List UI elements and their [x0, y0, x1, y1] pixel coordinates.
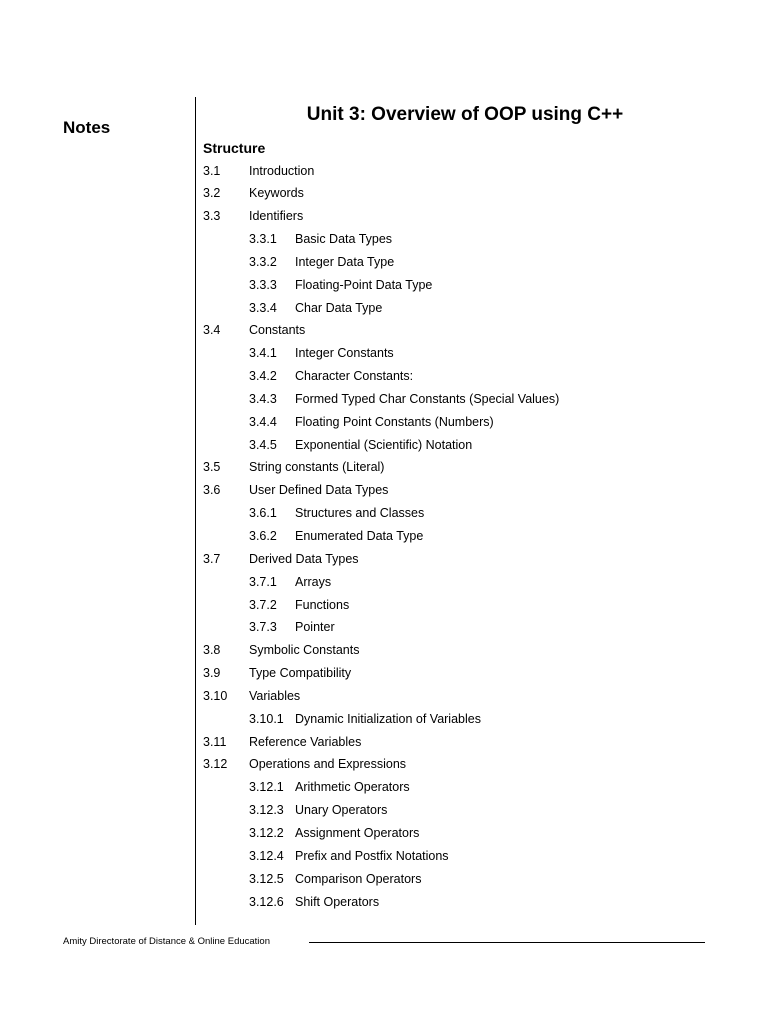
toc-number: 3.3.3: [249, 277, 277, 292]
toc-title: Integer Constants: [295, 346, 394, 361]
toc-number: 3.7.3: [249, 620, 277, 635]
margin-divider: [195, 97, 196, 925]
toc-title: Derived Data Types: [249, 551, 359, 566]
toc-title: Character Constants:: [295, 369, 414, 384]
toc-title: Dynamic Initialization of Variables: [295, 711, 481, 726]
toc-number: 3.4.3: [249, 391, 277, 406]
toc-number: 3.6.1: [249, 506, 277, 521]
toc-title: Floating Point Constants (Numbers): [295, 414, 494, 429]
toc-number: 3.1: [203, 163, 221, 178]
toc-number: 3.4.5: [249, 437, 277, 452]
toc-number: 3.6.2: [249, 529, 277, 543]
toc-number: 3.3.2: [249, 254, 277, 269]
toc-number: 3.12.2: [249, 825, 284, 840]
toc-number: 3.12.1: [249, 780, 284, 795]
notes-margin-label: Notes: [63, 118, 111, 137]
toc-title: Introduction: [249, 163, 315, 178]
toc-title: Exponential (Scientific) Notation: [295, 437, 473, 452]
toc-number: 3.7.2: [249, 597, 277, 612]
toc-title: Identifiers: [249, 209, 304, 224]
structure-heading: Structure: [203, 140, 266, 156]
toc-title: Char Data Type: [295, 300, 383, 315]
toc-title: Structures and Classes: [295, 506, 425, 521]
toc-number: 3.3: [203, 209, 221, 224]
toc-title: Arithmetic Operators: [295, 780, 410, 795]
toc-number: 3.4.4: [249, 414, 277, 429]
toc-number: 3.3.1: [249, 232, 277, 247]
toc-title: Floating-Point Data Type: [295, 277, 433, 292]
toc-title: Operations and Expressions: [249, 757, 407, 772]
unit-title: Unit 3: Overview of OOP using C++: [306, 104, 624, 125]
toc-title: Comparison Operators: [295, 871, 422, 886]
toc-number: 3.4.2: [249, 369, 277, 384]
toc-title: Keywords: [249, 186, 304, 201]
toc-number: 3.12.3: [249, 803, 284, 818]
toc-title: Variables: [249, 688, 301, 703]
toc-number: 3.9: [203, 666, 221, 681]
toc-number: 3.10.1: [249, 711, 284, 726]
toc-number: 3.5: [203, 460, 221, 475]
toc-title: Arrays: [295, 574, 332, 589]
toc-number: 3.12.4: [249, 848, 284, 863]
toc-number: 3.3.4: [249, 300, 277, 315]
footer-rule: [309, 942, 705, 943]
toc-title: Type Compatibility: [249, 666, 352, 681]
toc-number: 3.2: [203, 186, 221, 201]
toc-number: 3.4: [203, 323, 221, 338]
toc-title: Formed Typed Char Constants (Special Values): [295, 391, 560, 406]
toc-title: String constants (Literal): [249, 460, 385, 475]
toc-number: 3.12.5: [249, 871, 284, 886]
toc-title: Unary Operators: [295, 803, 388, 818]
footer-publisher: Amity Directorate of Distance & Online Education: [63, 936, 270, 947]
toc-number: 3.8: [203, 643, 221, 658]
toc-number: 3.7.1: [249, 574, 277, 589]
toc-title: Prefix and Postfix Notations: [295, 848, 449, 863]
toc-title: Assignment Operators: [295, 825, 420, 840]
toc-number: 3.6: [203, 483, 221, 498]
toc-title: Enumerated Data Type: [295, 529, 424, 543]
toc-number: 3.12.6: [249, 894, 284, 909]
toc-number: 3.10: [203, 688, 228, 703]
toc-title: User Defined Data Types: [249, 483, 389, 498]
toc-title: Reference Variables: [249, 734, 362, 749]
toc-title: Constants: [249, 323, 306, 338]
toc-number: 3.12: [203, 757, 228, 772]
toc-title: Pointer: [295, 620, 335, 635]
toc-number: 3.7: [203, 551, 221, 566]
toc-title: Basic Data Types: [295, 232, 393, 247]
toc-number: 3.4.1: [249, 346, 277, 361]
toc-title: Functions: [295, 597, 350, 612]
toc-title: Symbolic Constants: [249, 643, 360, 658]
toc-number: 3.11: [203, 734, 227, 749]
toc-title: Integer Data Type: [295, 254, 395, 269]
toc-title: Shift Operators: [295, 894, 380, 909]
